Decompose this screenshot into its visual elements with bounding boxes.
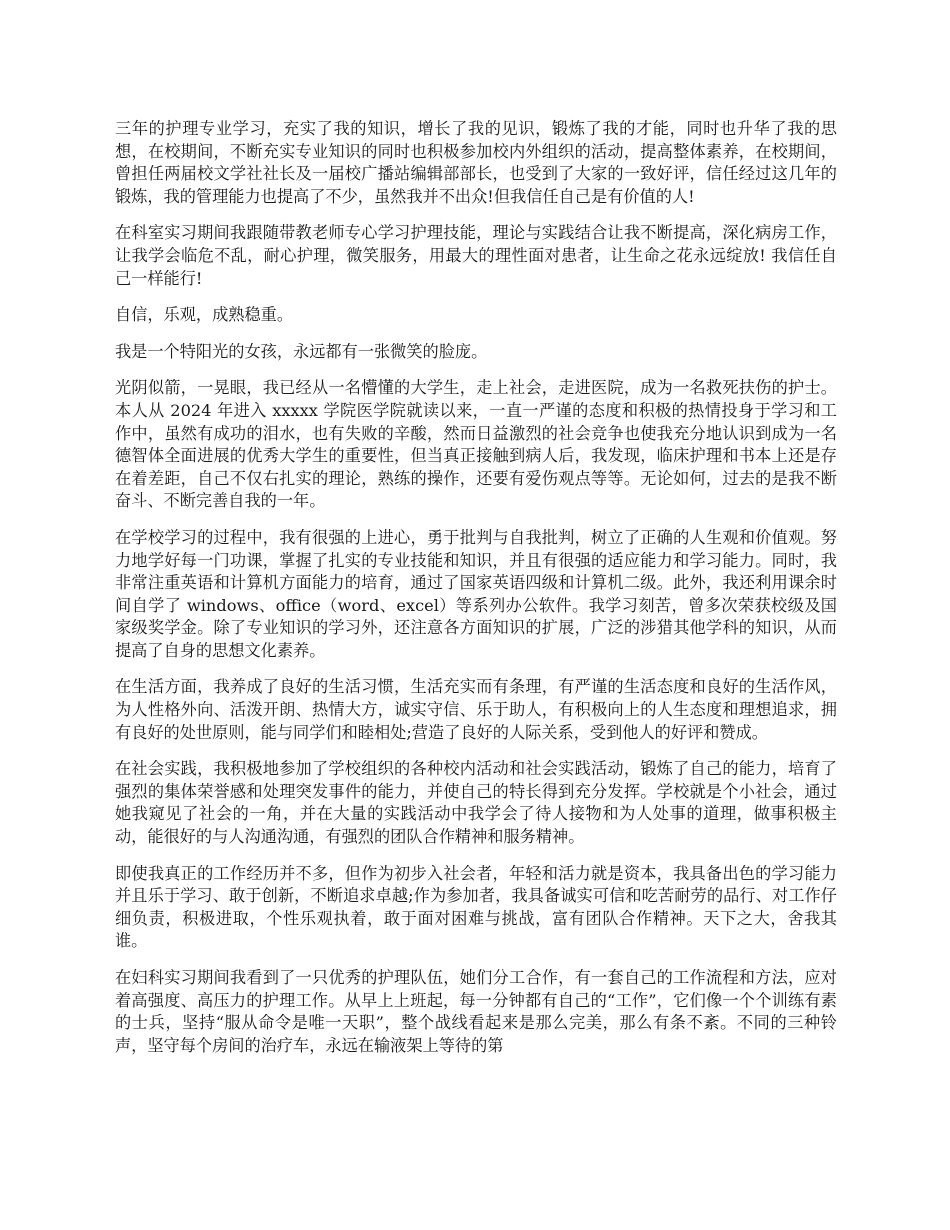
paragraph-7: 在生活方面，我养成了良好的生活习惯，生活充实而有条理，有严谨的生活态度和良好的生活作风，为人性格外向、活泼开朗、热情大方，诚实守信、乐于助人，有积极向上的人生态度和理想追求，拥有良好的处世原则，能与同学们和睦相处;营造了良好的人际关系，受到他人的好评和赞成。 (115, 677, 837, 742)
paragraph-5: 光阴似箭，一晃眼，我已经从一名懵懂的大学生，走上社会，走进医院，成为一名救死扶伤的护士。本人从 2024 年进入 xxxxx 学院医学院就读以来，一直一严谨的态度和积极的热情投身于学习和工作中，虽然有成功的泪水，也有失败的辛酸，然而日益激烈的社会竞争也使我充分地认识到成为一名德智体全面进展的优秀大学生的重要性，但当真正接触到病人后，我发现，临床护理和书本上还是存在着差距，自己不仅右扎实的理论，熟练的操作，还要有爱伤观点等等。无论如何，过去的是我不断奋斗、不断完善自我的一年。 (115, 378, 837, 511)
document-body (115, 118, 837, 1071)
paragraph-9: 即使我真正的工作经历并不多，但作为初步入社会者，年轻和活力就是资本，我具备出色的学习能力并且乐于学习、敢于创新，不断追求卓越;作为参加者，我具备诚实可信和吃苦耐劳的品行、对工作仔细负责，积极进取，个性乐观执着，敢于面对困难与挑战，富有团队合作精神。天下之大，舍我其谁。 (115, 863, 837, 951)
paragraph-4: 我是一个特阳光的女孩，永远都有一张微笑的脸庞。 (115, 341, 488, 361)
paragraph-8: 在社会实践，我积极地参加了学校组织的各种校内活动和社会实践活动，锻炼了自己的能力，培育了强烈的集体荣誉感和处理突发事件的能力，并使自己的特长得到充分发挥。学校就是个小社会，通过她我窥见了社会的一角，并在大量的实践活动中我学会了待人接物和为人处事的道理，做事积极主动，能很好的与人沟通沟通，有强烈的团队合作精神和服务精神。 (115, 759, 837, 847)
paragraph-6: 在学校学习的过程中，我有很强的上进心，勇于批判与自我批判，树立了正确的人生观和价值观。努力地学好每一门功课，掌握了扎实的专业技能和知识，并且有很强的适应能力和学习能力。同时，我非常注重英语和计算机方面能力的培育，通过了国家英语四级和计算机二级。此外，我还利用课余时间自学了 windows、office（word、excel）等系列办公软件。我学习刻苦，曾多次荣获校级及国家级奖学金。除了专业知识的学习外，还注意各方面知识的扩展，广泛的涉猎其他学科的知识，从而提高了自身的思想文化素养。 (115, 527, 837, 660)
paragraph-2: 在科室实习期间我跟随带教老师专心学习护理技能，理论与实践结合让我不断提高，深化病房工作，让我学会临危不乱，耐心护理，微笑服务，用最大的理性面对患者，让生命之花永远绽放! 我信任自己一样能行! (115, 223, 837, 288)
paragraph-3: 自信，乐观，成熟稳重。 (115, 305, 294, 325)
paragraph-1: 三年的护理专业学习，充实了我的知识，增长了我的见识，锻炼了我的才能，同时也升华了我的思想，在校期间，不断充实专业知识的同时也积极参加校内外组织的活动，提高整体素养，在校期间，曾担任两届校文学社社长及一届校广播站编辑部部长，也受到了大家的一致好评，信任经过这几年的锻炼，我的管理能力也提高了不少，虽然我并不出众!但我信任自己是有价值的人! (115, 119, 837, 206)
paragraph-10: 在妇科实习期间我看到了一只优秀的护理队伍，她们分工合作，有一套自己的工作流程和方法，应对着高强度、高压力的护理工作。从早上上班起，每一分钟都有自己的“工作”，它们像一个个训练有素的士兵，坚持“服从命令是唯一天职”，整个战线看起来是那么完美，那么有条不紊。不同的三种铃声，坚守每个房间的治疗车，永远在输液架上等待的第 (115, 968, 837, 1055)
